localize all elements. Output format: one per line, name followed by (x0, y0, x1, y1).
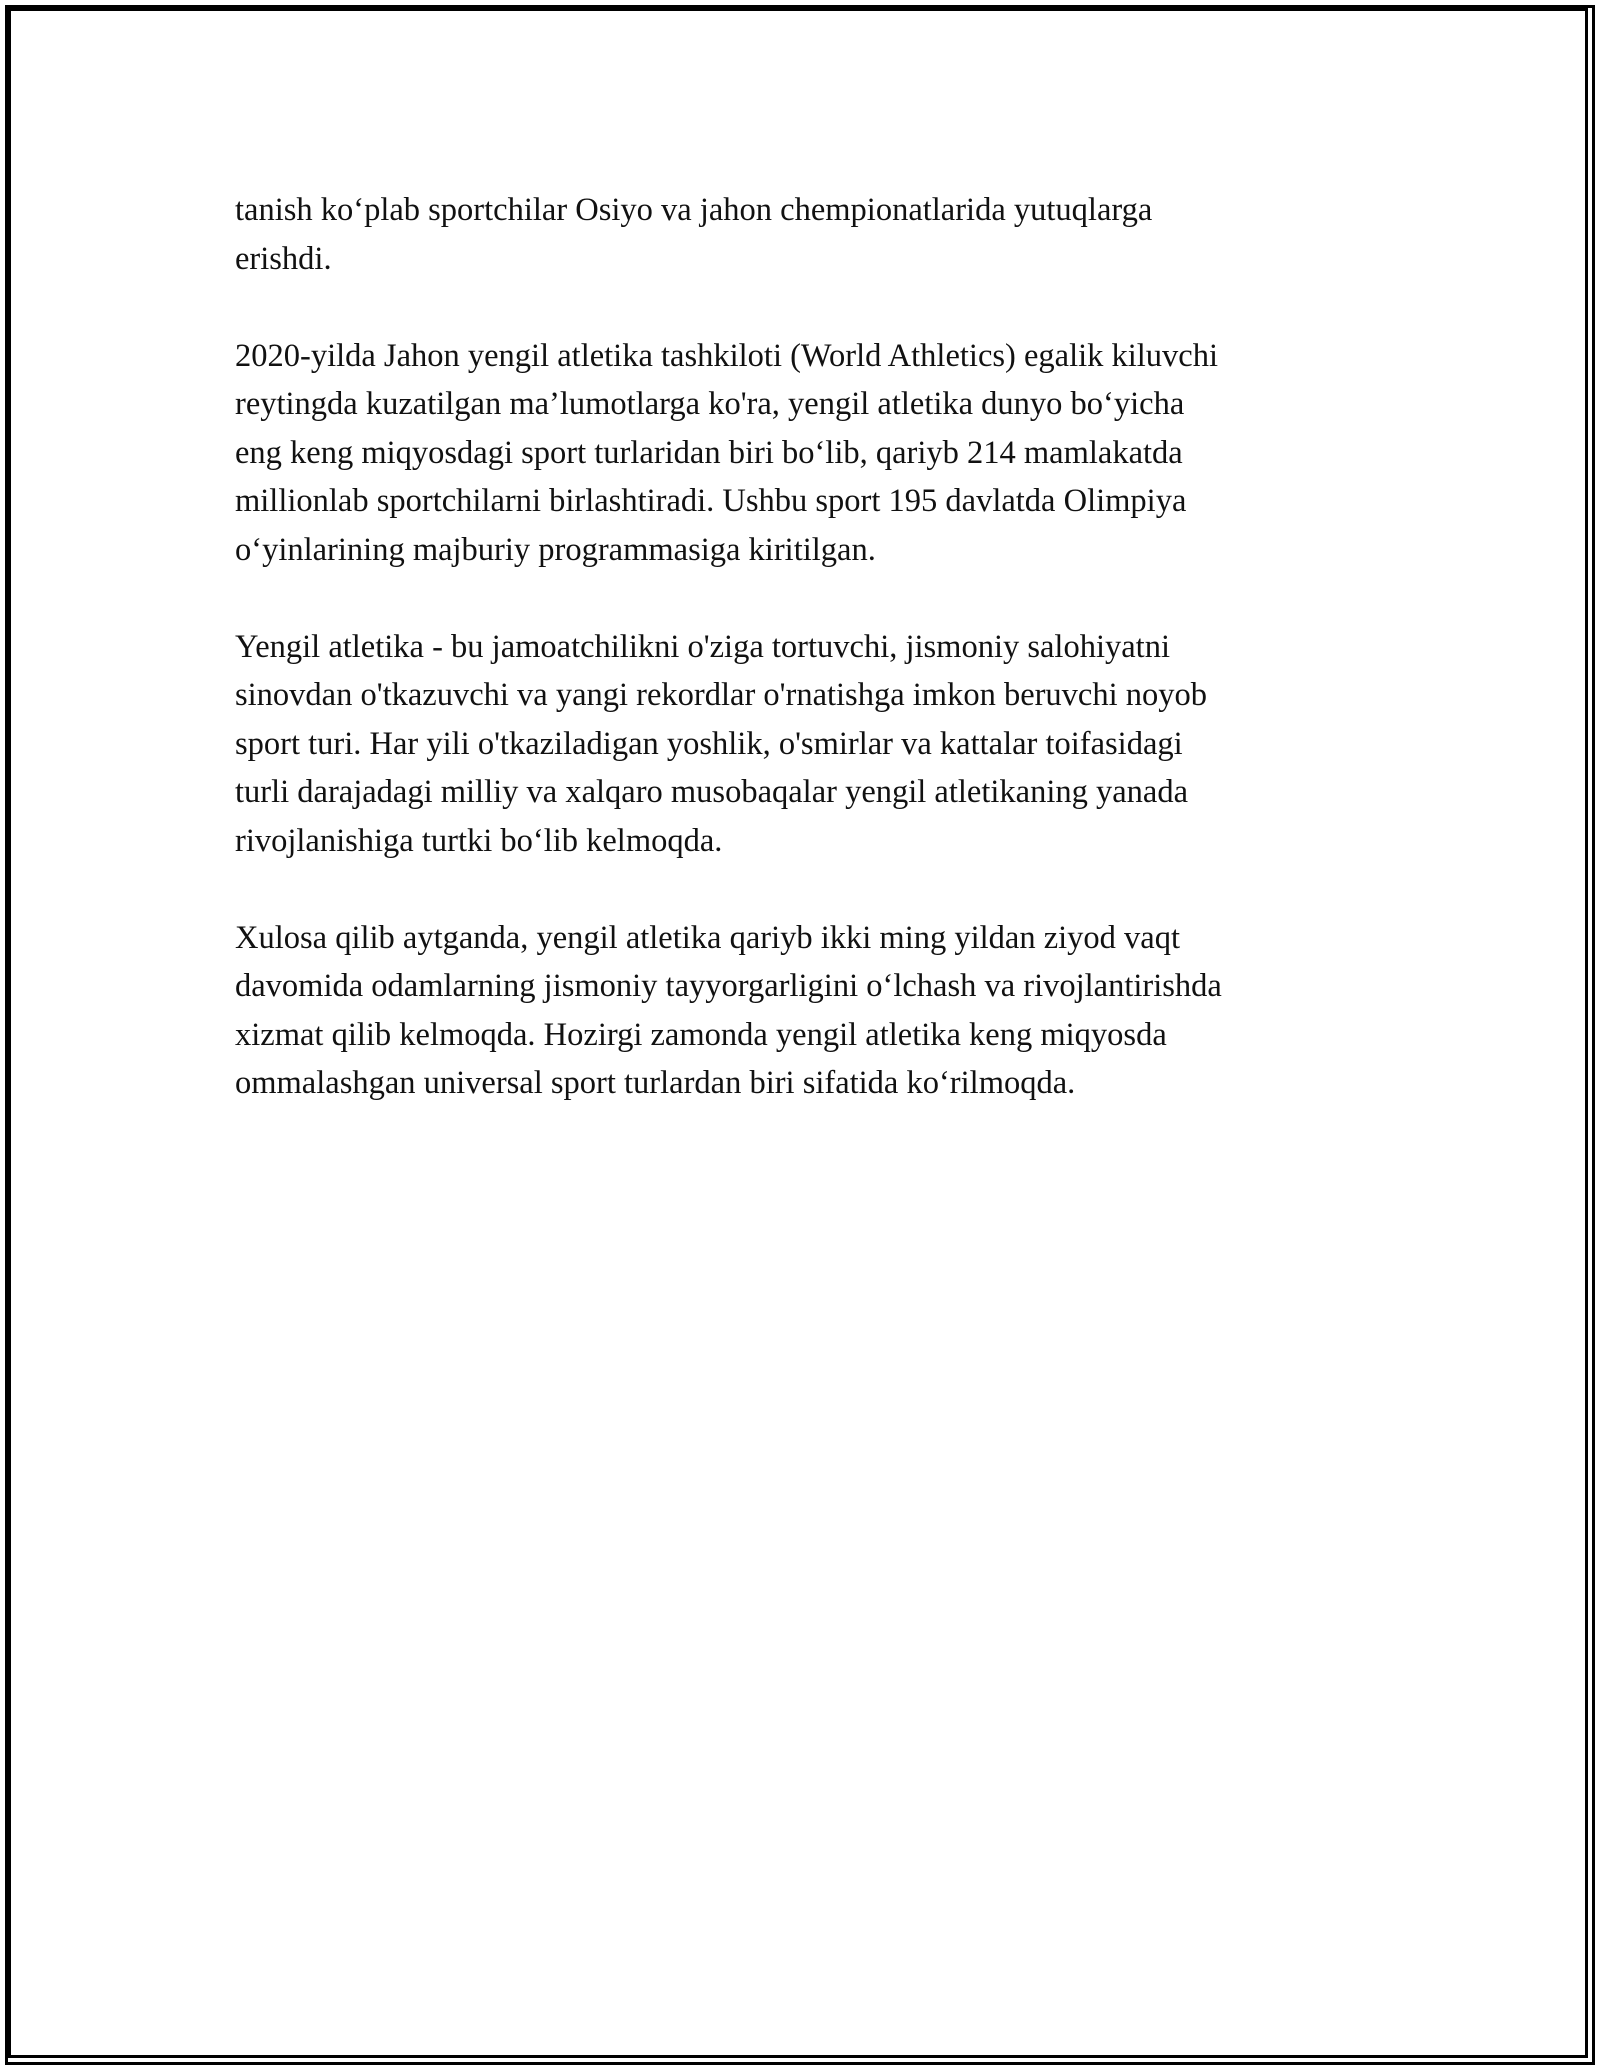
text-line: tanish ko‘plab sportchilar Osiyo va jahon chempionatlarida yutuqlarga (235, 192, 1153, 228)
text-line: o‘yinlarining majburiy programmasiga kiritilgan. (235, 531, 876, 568)
paragraph-3 (235, 623, 1375, 866)
document-body (235, 186, 1375, 1156)
text-line: Xulosa qilib aytganda, yengil atletika qariyb ikki ming yildan ziyod vaqt (235, 919, 1181, 956)
text-line: ommalashgan universal sport turlardan biri sifatida ko‘rilmoqda. (235, 1065, 1076, 1101)
text-line: sport turi. Har yili o'tkaziladigan yoshlik, o'smirlar va kattalar toifasidagi (235, 725, 1183, 762)
paragraph-4 (235, 914, 1375, 1108)
text-line: erishdi. (235, 240, 332, 277)
text-line: davomida odamlarning jismoniy tayyorgarligini o‘lchash va rivojlantirishda (235, 968, 1222, 1004)
paragraph-1 (235, 186, 1375, 283)
text-line: Yengil atletika - bu jamoatchilikni o'ziga tortuvchi, jismoniy salohiyatni (235, 628, 1170, 665)
text-line: millionlab sportchilarni birlashtiradi. Ushbu sport 195 davlatda Olimpiya (235, 483, 1187, 519)
text-line: xizmat qilib kelmoqda. Hozirgi zamonda yengil atletika keng miqyosda (235, 1016, 1167, 1053)
text-line: rivojlanishiga turtki bo‘lib kelmoqda. (235, 822, 723, 859)
text-line: reytingda kuzatilgan ma’lumotlarga ko'ra, yengil atletika dunyo bo‘yicha (235, 386, 1185, 422)
text-line: 2020-yilda Jahon yengil atletika tashkiloti (World Athletics) egalik kiluvchi (235, 337, 1219, 374)
text-line: turli darajadagi milliy va xalqaro musobaqalar yengil atletikaning yanada (235, 774, 1189, 810)
text-line: sinovdan o'tkazuvchi va yangi rekordlar o'rnatishga imkon beruvchi noyob (235, 677, 1208, 713)
text-line: eng keng miqyosdagi sport turlaridan biri bo‘lib, qariyb 214 mamlakatda (235, 434, 1183, 471)
paragraph-2 (235, 332, 1375, 575)
